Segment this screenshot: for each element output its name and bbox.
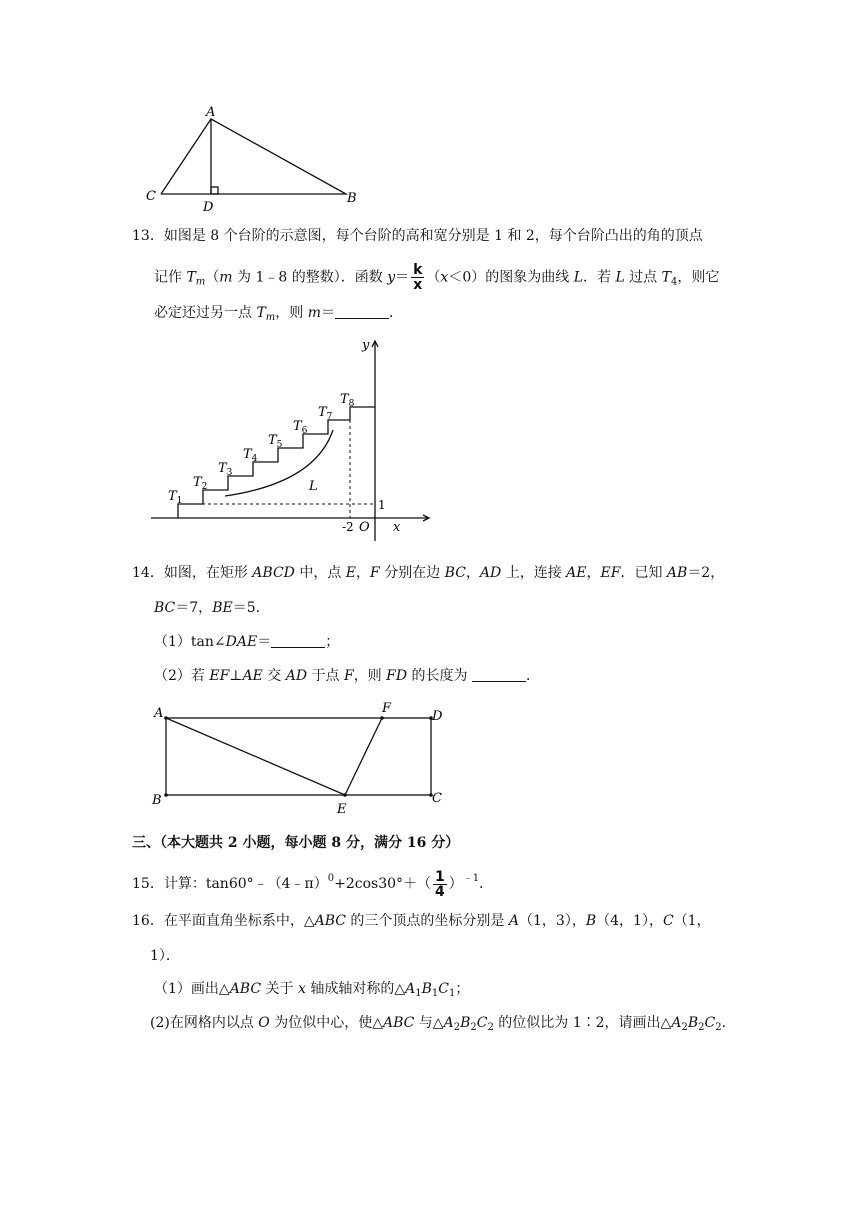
q14-part1-blank xyxy=(271,633,325,648)
label-c: C xyxy=(432,791,442,806)
step-label-t2: $T_2$ xyxy=(193,475,208,492)
q13-line1: 13．如图是 8 个台阶的示意图，每个台阶的高和宽分别是 1 和 2，每个台阶凸出的角的顶点 xyxy=(132,228,703,244)
label-b: B xyxy=(152,793,162,808)
tick-neg2: -2 xyxy=(342,520,354,534)
label-a: A xyxy=(206,105,216,120)
q16-number: 16． xyxy=(132,913,164,929)
q14-part2: （2）若 EF⊥AE 交 AD 于点 F，则 FD 的长度为 ． xyxy=(154,668,540,684)
label-d: D xyxy=(203,200,214,215)
label-f: F xyxy=(382,701,392,716)
q13-line3: 必定还过另一点 $T_m$，则 m＝ ． xyxy=(154,305,404,323)
q14-line1: 14．如图，在矩形 ABCD 中，点 E，F 分别在边 BC，AD 上，连接 AE，EF．已知 AB＝2， xyxy=(132,565,725,581)
q16-part1: （1）画出△ABC 关于 x 轴成轴对称的$\triangle A_1B_1C_1$； xyxy=(154,981,470,999)
step-label-t5: $T_5$ xyxy=(268,433,283,450)
q14-number: 14． xyxy=(132,565,164,581)
q16-part2: (2)在网格内以点 O 为位似中心，使△ABC 与$\triangle A_2B_2C_2$ 的位似比为 1∶2，请画出$\triangle A_2B_2C_2$． xyxy=(150,1015,736,1033)
segment-ef xyxy=(345,718,382,795)
step-label-t7: $T_7$ xyxy=(318,405,333,422)
label-c: C xyxy=(146,189,156,204)
rectangle-figure xyxy=(145,698,455,818)
q15-number: 15． xyxy=(132,876,164,892)
step-label-t6: $T_6$ xyxy=(293,419,308,436)
q13-line2: 记作 $T_m(m$ 为 1﹣8 的整数）．函数 y＝ $\frac{k}{x}$ （x＜0）的图象为曲线 L．若 L 过点 $T_4$，则它 xyxy=(154,262,720,293)
label-d: D xyxy=(432,709,443,724)
axis-label-x: x xyxy=(393,520,401,535)
q14-part2-blank xyxy=(472,667,526,682)
label-a: A xyxy=(154,706,164,721)
q15-line: 15．计算：tan60°﹣（4﹣π）$^0$+2cos30°＋（ $\frac{1}{4}$ ）$^{﹣1}$． xyxy=(132,868,494,900)
origin-label: O xyxy=(359,520,370,535)
segment-ae xyxy=(166,718,345,795)
axis-label-y: y xyxy=(362,338,370,353)
triangle-figure xyxy=(140,100,370,215)
step-label-t3: $T_3$ xyxy=(218,461,233,478)
step-label-t4: $T_4$ xyxy=(243,447,258,464)
rectangle-abcd xyxy=(166,718,431,795)
triangle-outline xyxy=(161,119,346,194)
q14-line2: BC＝7，BE＝5． xyxy=(154,600,270,616)
q14-part1: （1）tan∠DAE＝ ； xyxy=(154,634,340,650)
one-quarter-fraction: $\frac{1}{4}$ xyxy=(435,868,445,900)
q16-line1: 16．在平面直角坐标系中，△ABC 的三个顶点的坐标分别是 A（1，3），B（4，1），C（1， xyxy=(132,913,711,929)
staircase-steps xyxy=(178,407,375,518)
right-angle-mark xyxy=(211,187,218,194)
q13-number: 13． xyxy=(132,228,164,244)
curve-label-l: L xyxy=(309,479,318,494)
q16-line2: 1）． xyxy=(150,948,180,964)
label-b: B xyxy=(347,191,357,206)
k-over-x-fraction: $\frac{k}{x}$ xyxy=(413,262,423,293)
step-label-t1: $T_1$ xyxy=(168,489,183,506)
q13-answer-blank xyxy=(335,304,389,319)
section-heading: 三、（本大题共 2 小题，每小题 8 分，满分 16 分） xyxy=(132,835,460,851)
label-e: E xyxy=(337,802,347,817)
staircase-figure xyxy=(145,333,435,543)
tick-one: 1 xyxy=(378,498,386,512)
step-label-t8: $T_8$ xyxy=(340,392,355,409)
